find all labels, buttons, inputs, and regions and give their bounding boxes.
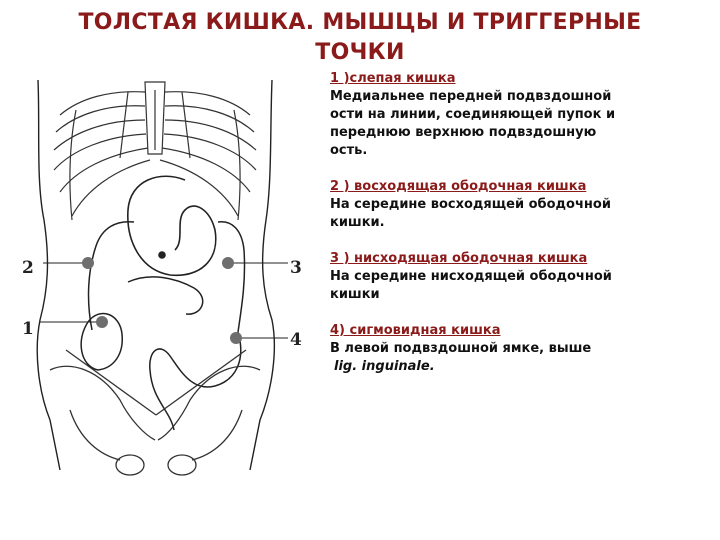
point-label-4: 4 [290,330,302,350]
point-label-2: 2 [22,258,34,278]
trigger-point-2 [82,257,94,269]
trigger-point-4 [230,332,242,344]
stomach [128,176,216,275]
title-line-2: ТОЧКИ [315,40,405,65]
title-line-1: ТОЛСТАЯ КИШКА. МЫШЦЫ И ТРИГГЕРНЫЕ [78,10,642,35]
item-desc-line: Медиальнее передней подвздошной [330,89,612,104]
latin-term: lig. inguinale. [334,359,435,374]
slide-title [20,8,700,68]
item-heading: 1 )слепая кишка [330,71,456,86]
item-heading: 4) сигмовидная кишка [330,323,501,338]
torso-illustration [10,70,310,480]
rib-cage [54,82,256,220]
item-desc-line: ость. [330,143,368,158]
item-heading: 3 ) нисходящая ободочная кишка [330,251,588,266]
trigger-point-3 [222,257,234,269]
item-descending-colon [330,250,710,304]
item-sigmoid-colon [330,322,710,376]
item-cecum [330,70,710,160]
item-desc-line: В левой подвздошной ямке, выше [330,341,592,356]
trigger-points-description [330,70,710,394]
item-desc-line: На середине восходящей ободочной [330,197,611,212]
item-desc-line: кишки [330,287,380,302]
point-label-1: 1 [22,319,34,339]
pelvis [50,350,260,475]
anatomy-diagram [10,70,310,480]
item-desc-line: ости на линии, соединяющей пупок и [330,107,616,122]
item-desc-line: кишки. [330,215,385,230]
trigger-point-1 [96,316,108,328]
item-desc-line: переднюю верхнюю подвздошную [330,125,597,140]
item-desc-line: На середине нисходящей ободочной [330,269,612,284]
item-ascending-colon [330,178,710,232]
point-label-3: 3 [290,258,302,278]
item-heading: 2 ) восходящая ободочная кишка [330,179,587,194]
